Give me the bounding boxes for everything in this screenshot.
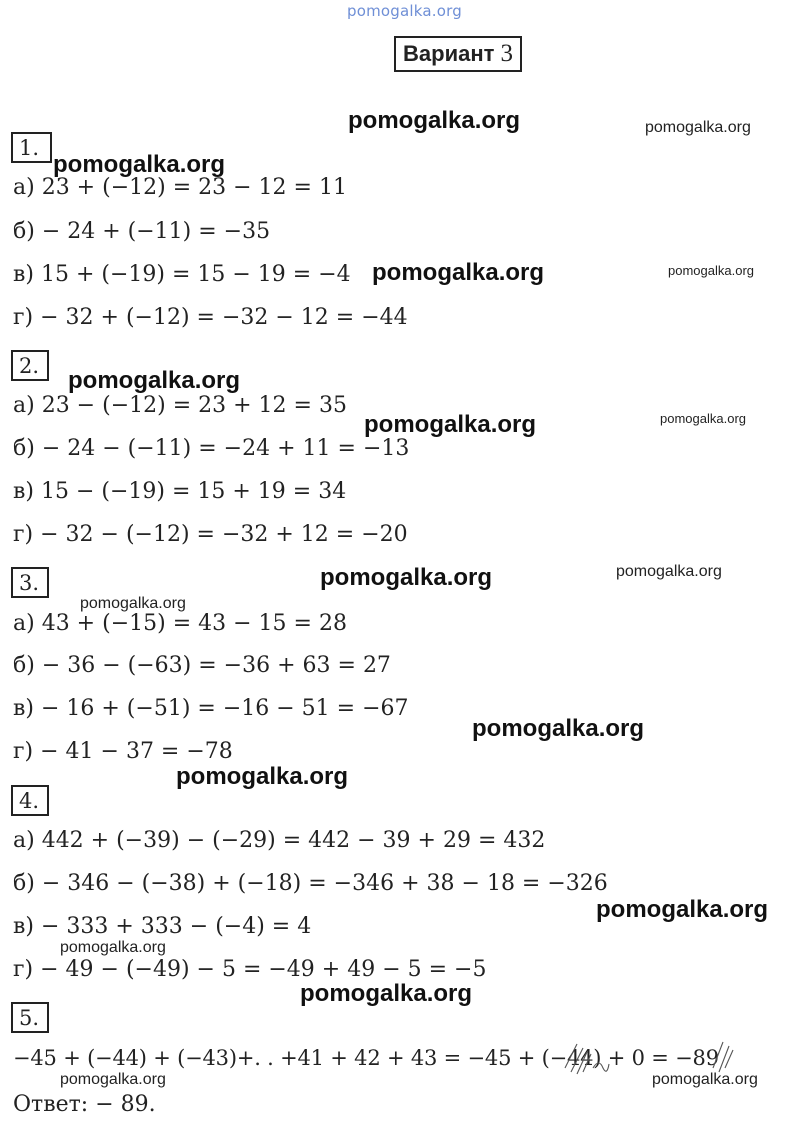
- watermark: pomogalka.org: [176, 763, 349, 790]
- watermark: pomogalka.org: [616, 563, 722, 580]
- section-4-line-v: в) − 333 + 333 − (−4) = 4: [13, 914, 312, 939]
- watermark: pomogalka.org: [668, 263, 754, 278]
- section-3-number: 3.: [11, 567, 49, 598]
- watermark: pomogalka.org: [53, 151, 226, 178]
- section-2-line-b: б) − 24 − (−11) = −24 + 11 = −13: [13, 436, 410, 461]
- section-1-line-v: в) 15 + (−19) = 15 − 19 = −4: [13, 262, 351, 287]
- section-3-line-b: б) − 36 − (−63) = −36 + 63 = 27: [13, 653, 391, 678]
- section-3-line-a: а) 43 + (−15) = 43 − 15 = 28: [13, 611, 347, 636]
- section-1-line-a: а) 23 + (−12) = 23 − 12 = 11: [13, 175, 347, 200]
- section-5-number: 5.: [11, 1002, 49, 1033]
- section-5-answer: Ответ: − 89.: [13, 1092, 156, 1117]
- section-1-line-b: б) − 24 + (−11) = −35: [13, 219, 271, 244]
- watermark: pomogalka.org: [364, 411, 537, 438]
- variant-title: [394, 36, 522, 72]
- watermark: pomogalka.org: [300, 980, 473, 1007]
- watermark: pomogalka.org: [348, 107, 521, 134]
- watermark: pomogalka.org: [372, 259, 545, 286]
- section-2-line-a: а) 23 − (−12) = 23 + 12 = 35: [13, 393, 347, 418]
- variant-label: Вариант: [403, 41, 495, 66]
- section-1-line-g: г) − 32 + (−12) = −32 − 12 = −44: [13, 305, 408, 330]
- section-4-number: 4.: [11, 785, 49, 816]
- watermark: pomogalka.org: [660, 411, 746, 426]
- watermark: pomogalka.org: [320, 564, 493, 591]
- watermark: pomogalka.org: [60, 1071, 166, 1088]
- section-3-line-g: г) − 41 − 37 = −78: [13, 739, 233, 764]
- header-site-link[interactable]: pomogalka.org: [347, 2, 462, 20]
- section-2-number: 2.: [11, 350, 49, 381]
- section-4-line-a: а) 442 + (−39) − (−29) = 442 − 39 + 29 = 432: [13, 828, 546, 853]
- section-2-line-v: в) 15 − (−19) = 15 + 19 = 34: [13, 479, 347, 504]
- section-4-line-g: г) − 49 − (−49) − 5 = −49 + 49 − 5 = −5: [13, 957, 487, 982]
- section-3-line-v: в) − 16 + (−51) = −16 − 51 = −67: [13, 696, 409, 721]
- section-2-line-g: г) − 32 − (−12) = −32 + 12 = −20: [13, 522, 408, 547]
- watermark: pomogalka.org: [472, 715, 645, 742]
- section-4-line-b: б) − 346 − (−38) + (−18) = −346 + 38 − 18 = −326: [13, 871, 608, 896]
- watermark: pomogalka.org: [596, 896, 769, 923]
- variant-number: 3: [500, 40, 513, 67]
- watermark: pomogalka.org: [645, 119, 751, 136]
- watermark: pomogalka.org: [80, 595, 186, 612]
- watermark: pomogalka.org: [60, 939, 166, 956]
- section-5-equation: −45 + (−44) + (−43)+. . +41 + 42 + 43 = −45 + (−44) + 0 = −89: [13, 1046, 719, 1070]
- section-1-number: 1.: [11, 132, 52, 163]
- watermark: pomogalka.org: [652, 1071, 758, 1088]
- watermark: pomogalka.org: [68, 367, 241, 394]
